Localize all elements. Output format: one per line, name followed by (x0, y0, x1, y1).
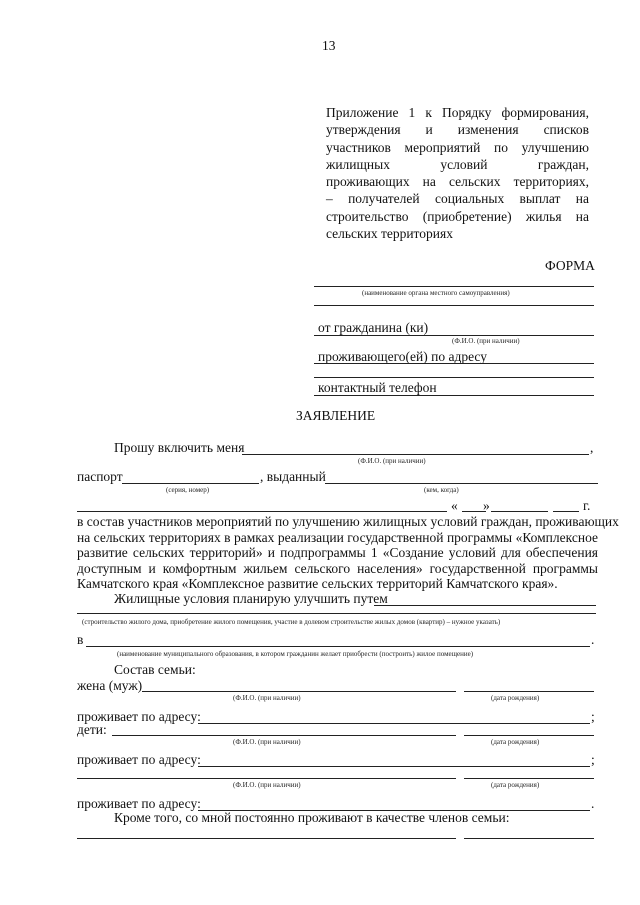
document-title: ЗАЯВЛЕНИЕ (296, 408, 376, 423)
child-fio-line[interactable] (112, 735, 456, 736)
child-address-line[interactable] (198, 766, 590, 767)
citizen-name-line[interactable] (314, 335, 594, 336)
address-line-2[interactable] (314, 377, 594, 378)
residing-label: проживающего(ей) по адресу (318, 349, 487, 364)
paragraph-line: развитие сельских территорий» и подпрограммы 1 «Создание условий для обеспечения (77, 545, 598, 560)
in-label: в (77, 632, 84, 647)
spouse-fio-line[interactable] (142, 691, 456, 692)
issued-by-line-2[interactable] (77, 511, 447, 512)
passport-label: паспорт (77, 469, 123, 484)
date-close-quote: » (483, 498, 490, 513)
paragraph-line: доступным и комфортным жильем сельского населения» государственной программы (77, 561, 598, 576)
passport-number-line[interactable] (122, 483, 259, 484)
child2-birth-hint: (дата рождения) (491, 781, 540, 789)
appendix-line: участников мероприятий по улучшению (326, 140, 589, 155)
paragraph-line: Камчатского края «Комплексное развитие сельских территорий Камчатского края». (77, 576, 558, 591)
spouse-birth-hint: (дата рождения) (491, 694, 540, 702)
spouse-label: жена (муж) (77, 678, 143, 693)
address-line[interactable] (314, 363, 594, 364)
spouse-fio-hint: (Ф.И.О. (при наличии) (233, 694, 301, 702)
paragraph-line: на сельских территориях в рамках реализации государственной программы «Комплексное (77, 530, 598, 545)
include-me-label: Прошу включить меня (114, 440, 245, 455)
phone-line[interactable] (314, 395, 594, 396)
spouse-birth-line[interactable] (464, 691, 594, 692)
child-birth-hint: (дата рождения) (491, 738, 540, 746)
applicant-fio-hint: (Ф.И.О. (при наличии) (358, 457, 426, 465)
municipal-hint: (наименование муниципального образования, в котором гражданин желает приобрести (построить) жилое помещение) (117, 650, 474, 658)
improve-method-line[interactable] (374, 605, 596, 606)
appendix-line: проживающих на сельских территориях, (326, 174, 589, 189)
child-fio-hint: (Ф.И.О. (при наличии) (233, 738, 301, 746)
month-line[interactable] (491, 511, 548, 512)
lives-at-label: проживает по адресу: (77, 709, 201, 724)
improve-method-line-2[interactable] (77, 613, 596, 614)
child2-birth-line[interactable] (464, 778, 594, 779)
improve-hint: (строительство жилого дома, приобретение жилого помещения, участие в долевом строительстве жилых домов (квартир) – нужное указать) (82, 618, 501, 626)
improve-by-label: Жилищные условия планирую улучшить путем (114, 591, 388, 606)
children-label: дети: (77, 722, 107, 737)
applicant-fio-line[interactable] (242, 454, 589, 455)
issued-by-line[interactable] (325, 483, 598, 484)
form-label: ФОРМА (545, 258, 595, 273)
semicolon: ; (591, 709, 595, 724)
appendix-line: жилищных условий граждан, (326, 157, 589, 172)
appendix-line: Приложение 1 к Порядку формирования, (326, 105, 589, 120)
series-hint: (серия, номер) (166, 486, 210, 494)
lives-at-label: проживает по адресу: (77, 796, 201, 811)
authority-line-2[interactable] (314, 305, 594, 306)
from-citizen-label: от гражданина (ки) (318, 320, 429, 335)
member-birth-line[interactable] (464, 838, 594, 839)
year-line[interactable] (553, 511, 579, 512)
municipality-line[interactable] (86, 646, 590, 647)
authority-line[interactable] (314, 286, 594, 287)
lives-at-label: проживает по адресу: (77, 752, 201, 767)
also-label: Кроме того, со мной постоянно проживают в качестве членов семьи: (114, 810, 510, 825)
date-open-quote: « (451, 498, 458, 513)
appendix-line: строительство (приобретение) жилья на (326, 209, 589, 224)
period: . (591, 632, 595, 647)
spouse-address-line[interactable] (198, 723, 590, 724)
appendix-line: сельских территориях (326, 226, 453, 241)
citizen-fio-hint: (Ф.И.О. (при наличии) (452, 337, 520, 345)
period: . (591, 796, 595, 811)
appendix-line: утверждения и изменения списков (326, 122, 589, 137)
authority-hint: (наименование органа местного самоуправления) (362, 289, 510, 297)
member-fio-line[interactable] (77, 838, 456, 839)
semicolon: ; (591, 752, 595, 767)
child2-fio-hint: (Ф.И.О. (при наличии) (233, 781, 301, 789)
child2-fio-line[interactable] (77, 778, 456, 779)
page-number: 13 (322, 38, 336, 53)
by-whom-hint: (кем, когда) (424, 486, 459, 494)
issued-label: , выданный (260, 469, 326, 484)
year-label: г. (583, 498, 591, 513)
phone-label: контактный телефон (318, 380, 437, 395)
child-birth-line[interactable] (464, 735, 594, 736)
appendix-line: – получателей социальных выплат на (326, 191, 589, 206)
paragraph-line: в состав участников мероприятий по улучшению жилищных условий граждан, проживающих (77, 514, 619, 529)
family-label: Состав семьи: (114, 662, 196, 677)
comma: , (590, 440, 594, 455)
